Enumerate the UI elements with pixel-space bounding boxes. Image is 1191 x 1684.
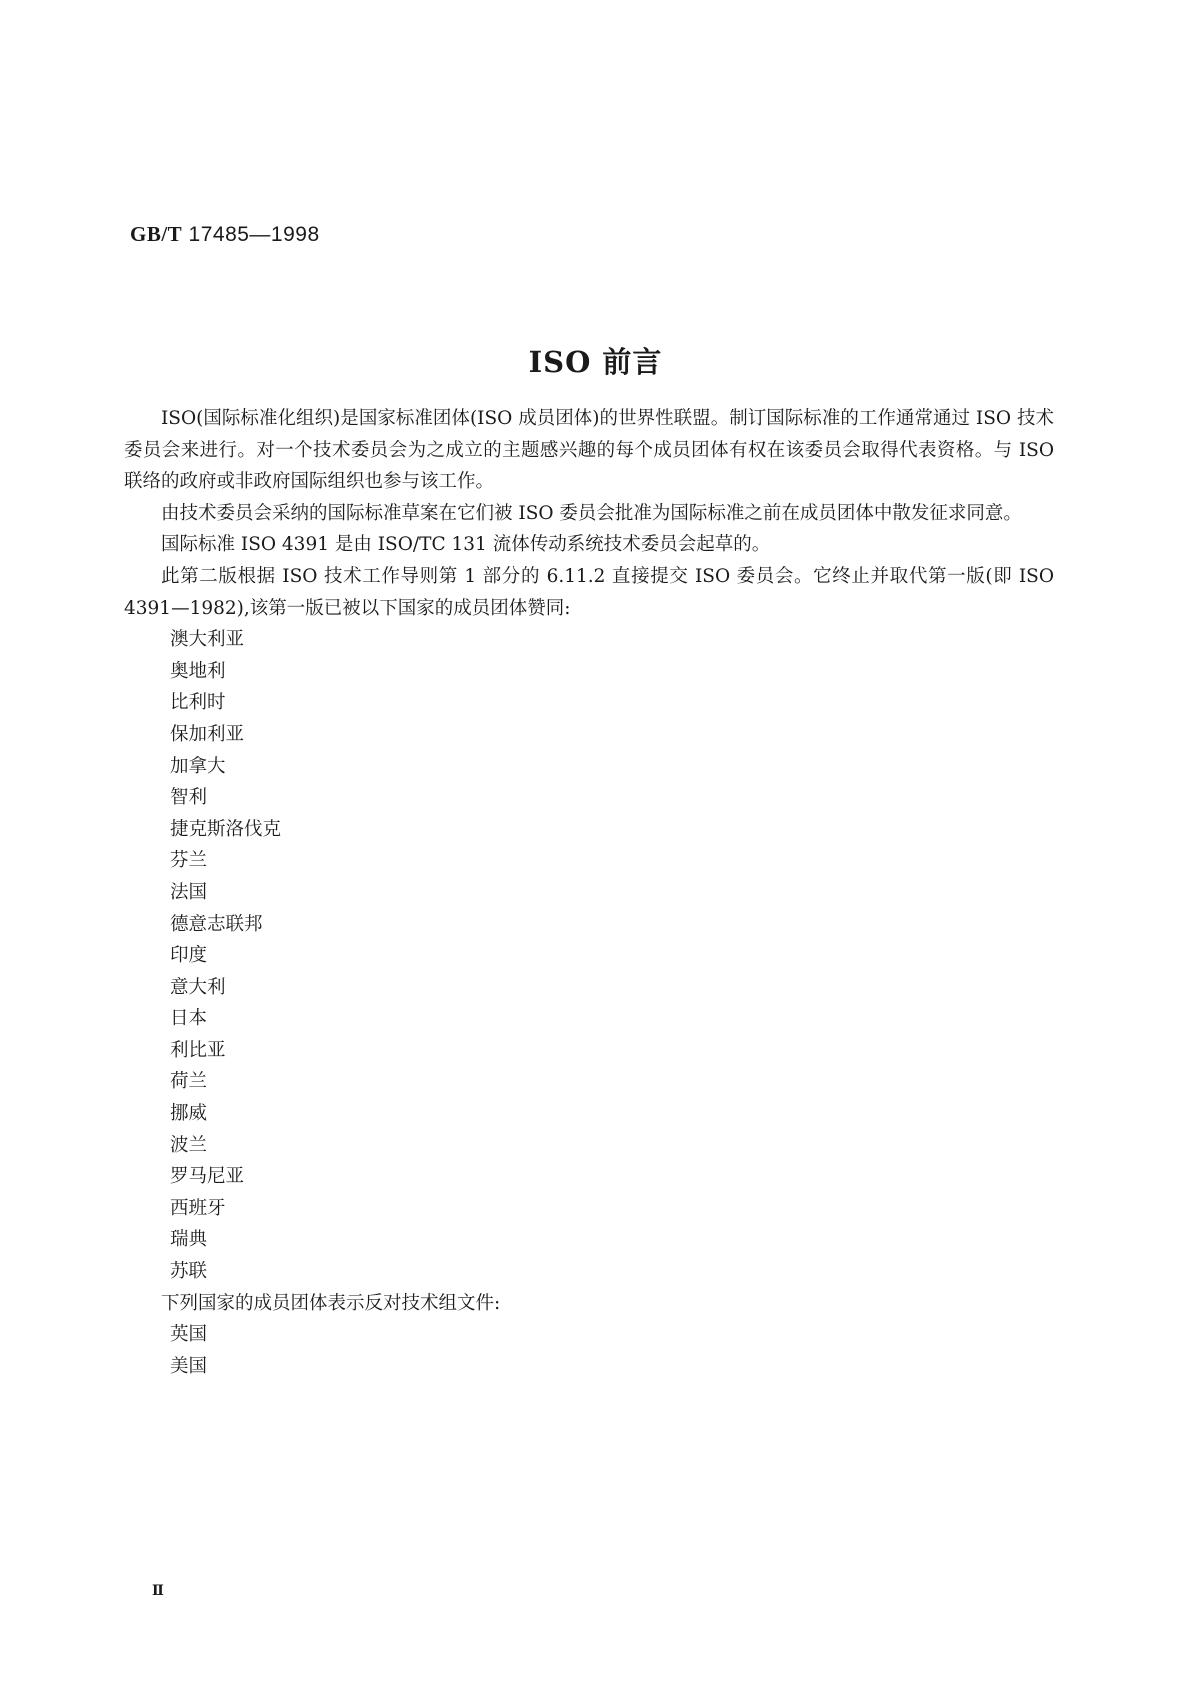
- country-item: 挪威: [170, 1103, 208, 1125]
- standard-prefix: GB/T: [130, 222, 183, 246]
- country-item: 英国: [170, 1324, 208, 1346]
- country-item: 奥地利: [170, 660, 226, 682]
- country-item: 芬兰: [170, 850, 208, 872]
- country-item: 德意志联邦: [170, 913, 263, 935]
- country-item: 保加利亚: [170, 723, 245, 745]
- country-item: 加拿大: [170, 755, 226, 777]
- paragraph: ISO(国际标准化组织)是国家标准团体(ISO 成员团体)的世界性联盟。制订国际标准的工作通常通过 ISO 技术委员会来进行。对一个技术委员会为之成立的主题感兴趣的每个成员团体有权在该委员会取得代表资格。与 ISO 联络的政府或非政府国际组织也参与该工作。: [124, 408, 1054, 493]
- country-item: 印度: [170, 945, 208, 967]
- country-item: 波兰: [170, 1134, 208, 1156]
- country-item: 瑞典: [170, 1229, 208, 1251]
- foreword-body: [124, 403, 1054, 1382]
- page-number: Ⅱ: [152, 1584, 164, 1599]
- country-item: 澳大利亚: [170, 629, 245, 651]
- country-item: 智利: [170, 787, 208, 809]
- country-item: 日本: [170, 1008, 208, 1030]
- paragraph: 由技术委员会采纳的国际标准草案在它们被 ISO 委员会批准为国际标准之前在成员团体中散发征求同意。: [161, 502, 1022, 524]
- country-item: 罗马尼亚: [170, 1166, 245, 1188]
- country-item: 苏联: [170, 1261, 208, 1283]
- country-item: 法国: [170, 881, 208, 903]
- country-item: 比利时: [170, 692, 226, 714]
- page-title: ISO 前言: [528, 345, 663, 379]
- country-item: 荷兰: [170, 1071, 208, 1093]
- country-item: 捷克斯洛伐克: [170, 818, 282, 840]
- country-item: 意大利: [170, 976, 226, 998]
- standard-number: 17485—1998: [188, 223, 320, 246]
- approving-countries-list: [124, 624, 1054, 1287]
- country-item: 西班牙: [170, 1197, 226, 1219]
- country-item: 美国: [170, 1355, 208, 1377]
- opposed-intro: 下列国家的成员团体表示反对技术组文件:: [161, 1292, 501, 1314]
- standard-code: [130, 222, 320, 247]
- paragraph: 此第二版根据 ISO 技术工作导则第 1 部分的 6.11.2 直接提交 ISO 委员会。它终止并取代第一版(即 ISO 4391—1982),该第一版已被以下国家的成员团体赞同:: [124, 565, 1054, 619]
- paragraph: 国际标准 ISO 4391 是由 ISO/TC 131 流体传动系统技术委员会起草的。: [161, 534, 771, 556]
- country-item: 利比亚: [170, 1039, 226, 1061]
- opposing-countries-list: [124, 1319, 1054, 1382]
